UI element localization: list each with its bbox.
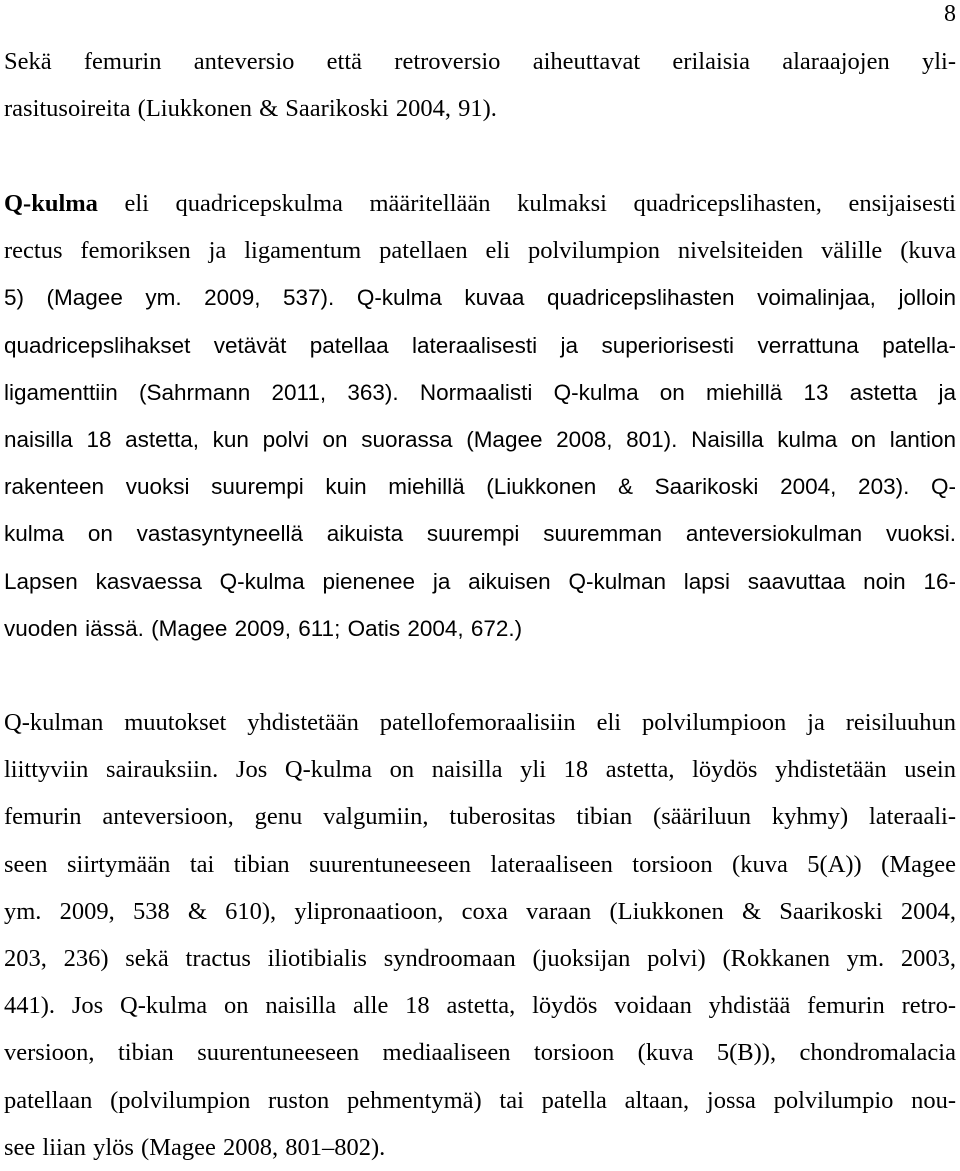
text-line: kulma on vastasyntyneellä aikuista suurempi suuremman anteversiokulman vuoksi.: [4, 521, 956, 547]
text-line: 5) (Magee ym. 2009, 537). Q-kulma kuvaa quadricepslihasten voimalinjaa, jolloin: [4, 285, 956, 311]
text-line: Q-kulman muutokset yhdistetään patellofemoraalisiin eli polvilumpioon ja reisiluuhun: [4, 709, 956, 736]
page-number: 8: [944, 1, 956, 27]
text-line: rectus femoriksen ja ligamentum patellaen eli polvilumpion nivelsiteiden välille (kuva: [4, 237, 956, 265]
text-line: patellaan (polvilumpion ruston pehmentymä) tai patella altaan, jossa polvilumpio nou-: [4, 1086, 956, 1114]
text-line: ym. 2009, 538 & 610), ylipronaatioon, coxa varaan (Liukkonen & Saarikoski 2004,: [4, 897, 956, 925]
text-line: quadricepslihakset vetävät patellaa lateraalisesti ja superiorisesti verrattuna patella-: [4, 332, 956, 358]
text-line: Sekä femurin anteversio että retroversio aiheuttavat erilaisia alaraajojen yli-: [4, 48, 956, 75]
paragraph-femur-versions: [4, 38, 956, 132]
text-line: rasitusoireita (Liukkonen & Saarikoski 2004, 91).: [4, 95, 497, 123]
text-line-rest: eli quadricepskulma määritellään kulmaksi quadricepslihasten, ensijaisesti: [97, 190, 956, 217]
paragraph-q-angle-definition: [4, 180, 956, 652]
text-line: femurin anteversioon, genu valgumiin, tuberositas tibian (sääriluun kyhmy) lateraali-: [4, 803, 956, 831]
text-line: vuoden iässä. (Magee 2009, 611; Oatis 2004, 672.): [4, 615, 523, 641]
text-line: versioon, tibian suurentuneeseen mediaaliseen torsioon (kuva 5(B)), chondromalacia: [4, 1039, 956, 1067]
text-line: liittyviin sairauksiin. Jos Q-kulma on naisilla yli 18 astetta, löydös yhdistetään usein: [4, 756, 956, 784]
text-line: Lapsen kasvaessa Q-kulma pienenee ja aikuisen Q-kulman lapsi saavuttaa noin 16-: [4, 568, 956, 594]
text-line: see liian ylös (Magee 2008, 801–802).: [4, 1133, 386, 1161]
paragraph-q-angle-changes: [4, 699, 956, 1171]
text-line: 441). Jos Q-kulma on naisilla alle 18 astetta, löydös voidaan yhdistää femurin retro-: [4, 992, 956, 1020]
text-line: [4, 180, 956, 227]
text-line: rakenteen vuoksi suurempi kuin miehillä (Liukkonen & Saarikoski 2004, 203). Q-: [4, 474, 956, 500]
text-line: ligamenttiin (Sahrmann 2011, 363). Normaalisti Q-kulma on miehillä 13 astetta ja: [4, 379, 956, 405]
text-line: 203, 236) sekä tractus iliotibialis syndroomaan (juoksijan polvi) (Rokkanen ym. 2003,: [4, 944, 956, 972]
term-q-kulma: Q-kulma: [4, 190, 98, 217]
text-line: naisilla 18 astetta, kun polvi on suorassa (Magee 2008, 801). Naisilla kulma on lantion: [4, 426, 956, 452]
text-line: seen siirtymään tai tibian suurentuneeseen lateraaliseen torsioon (kuva 5(A)) (Magee: [4, 850, 956, 878]
